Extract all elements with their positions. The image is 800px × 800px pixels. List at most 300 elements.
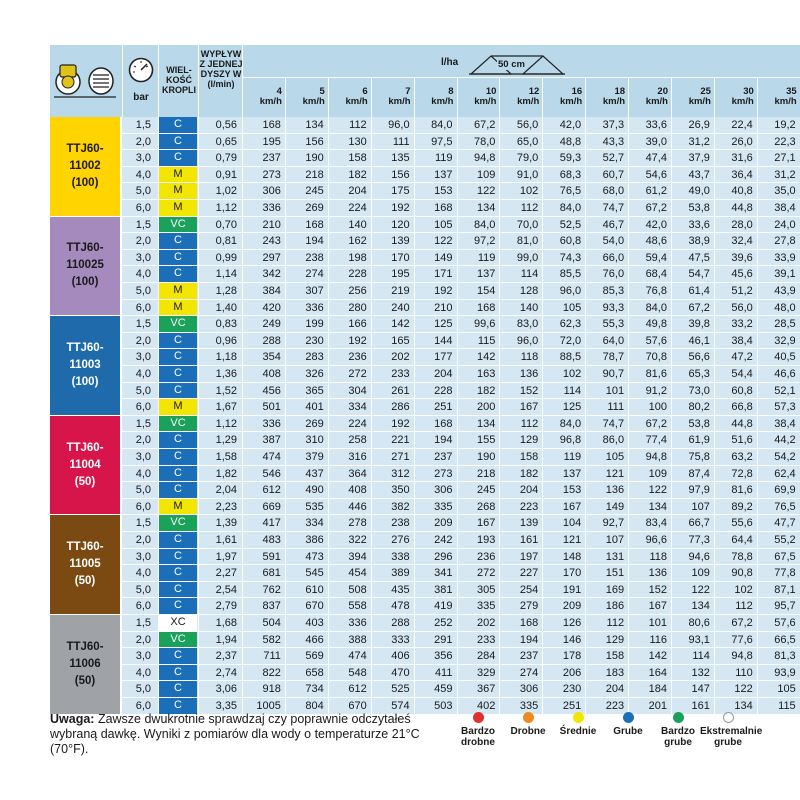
speed-value: 10 [485, 86, 497, 97]
rate-cell: 297 [262, 251, 281, 264]
rate-cell: 333 [391, 633, 410, 646]
rate-cell: 167 [519, 401, 539, 414]
rate-cell: 122 [734, 683, 753, 696]
rate-cell: 109 [477, 168, 496, 181]
table-row [122, 632, 800, 649]
table-row [122, 233, 800, 250]
rate-cell: 119 [477, 251, 496, 264]
rate-cell: 68,4 [645, 268, 667, 281]
rate-cell: 78,8 [731, 550, 753, 563]
rate-cell: 163 [477, 367, 496, 380]
droplet-dot-icon [573, 712, 584, 723]
rate-cell: 131 [605, 550, 625, 563]
nozzle-name-line: TTJ60- [66, 640, 104, 653]
droplet-category-badge: C [159, 449, 197, 465]
group-cells [122, 416, 800, 516]
rate-cell: 44,8 [731, 417, 753, 430]
table-row [122, 266, 800, 283]
rate-cell: 76,0 [602, 268, 625, 281]
rate-cell: 245 [477, 484, 496, 497]
rate-cell: 306 [434, 484, 453, 497]
nozzle-name-line: 11002 [69, 159, 101, 172]
rate-cell: 681 [262, 567, 281, 580]
rate-cell: 100 [648, 401, 667, 414]
pressure-cell: 4,0 [135, 666, 151, 679]
rate-cell: 112 [606, 617, 625, 629]
nozzle-name [50, 416, 120, 515]
rate-cell: 44,2 [774, 434, 796, 447]
table-row [122, 532, 800, 549]
speed-value: 25 [700, 86, 711, 97]
rate-cell: 129 [519, 434, 539, 447]
rate-cell: 56,0 [516, 119, 539, 131]
rate-cell: 54,7 [688, 268, 710, 281]
droplet-category-badge: C [159, 432, 197, 448]
rate-cell: 107 [605, 533, 625, 546]
nozzle-group [50, 217, 800, 317]
rate-cell: 459 [434, 683, 453, 696]
rate-cell: 48,6 [645, 235, 667, 248]
table-row [122, 150, 800, 167]
legend-item [600, 712, 656, 737]
rate-cell: 56,6 [688, 351, 710, 364]
speed-value: 30 [743, 86, 754, 97]
nozzle-name-line: 110025 [66, 259, 104, 272]
legend-label: Ekstremalnie [700, 726, 763, 737]
rate-cell: 194 [519, 633, 539, 646]
rate-cell: 33,9 [774, 251, 796, 264]
rate-cell: 382 [391, 500, 410, 513]
rate-cell: 118 [520, 351, 539, 364]
pressure-cell: 1,5 [135, 119, 151, 131]
rate-cell: 545 [305, 567, 324, 580]
rate-cell: 52,5 [559, 218, 582, 231]
rate-cell: 837 [262, 600, 281, 613]
speed-unit: km/h [560, 96, 583, 107]
rate-cell: 197 [519, 550, 539, 563]
flow-cell: 1,52 [215, 384, 237, 397]
rate-cell: 39,0 [645, 135, 667, 148]
rate-cell: 242 [434, 533, 453, 546]
rate-cell: 134 [477, 202, 496, 214]
rate-cell: 478 [391, 600, 410, 613]
rate-cell: 142 [477, 351, 496, 364]
flow-cell: 1,61 [215, 533, 237, 546]
rate-cell: 610 [305, 583, 324, 596]
table-header [50, 45, 800, 117]
rate-cell: 147 [691, 683, 710, 696]
rate-cell: 168 [434, 417, 453, 430]
rate-cell: 67,2 [688, 301, 710, 314]
rate-cell: 91,0 [516, 168, 539, 181]
rate-cell: 118 [649, 550, 667, 563]
rate-cell: 129 [605, 633, 625, 646]
table-row [122, 482, 800, 499]
rate-cell: 146 [562, 633, 582, 646]
rate-cell: 334 [348, 401, 367, 414]
rate-cell: 95,7 [774, 600, 796, 613]
rate-cell: 84,0 [559, 202, 582, 214]
flow-cell: 2,04 [215, 484, 237, 497]
rate-cell: 558 [348, 600, 367, 613]
nozzle-name-line: (100) [71, 176, 99, 189]
rate-cell: 44,8 [731, 202, 753, 214]
lha-label: l/ha [441, 57, 459, 68]
rate-cell: 312 [391, 467, 410, 480]
pressure-cell: 1,5 [135, 318, 151, 331]
legend-label: grube [664, 737, 692, 748]
rate-cell: 53,8 [688, 417, 710, 430]
rate-cell: 48,8 [559, 135, 582, 148]
rate-cell: 156 [391, 168, 410, 181]
speed-value: 16 [571, 86, 583, 97]
rate-cell: 59,4 [645, 251, 667, 264]
nozzle-name-line: 11006 [69, 657, 101, 670]
rate-cell: 166 [348, 318, 367, 331]
note-text: Zawsze dwukrotnie sprawdzaj czy poprawnie odczytałeś wybraną dawkę. Wyniki z pomiarów dla wody o temperaturze 21°C (70°F). [50, 712, 420, 756]
rate-cell: 47,2 [731, 351, 753, 364]
rate-cell: 105 [777, 683, 796, 696]
droplet-category-badge: VC [159, 316, 197, 332]
rate-cell: 350 [391, 484, 410, 497]
flow-cell: 0,96 [215, 334, 237, 347]
rate-cell: 137 [477, 268, 496, 281]
rate-cell: 38,9 [688, 235, 710, 248]
rate-cell: 97,2 [473, 235, 496, 248]
flow-cell: 1,02 [215, 185, 237, 198]
rate-cell: 273 [262, 168, 281, 181]
rate-cell: 238 [391, 517, 410, 530]
rate-cell: 204 [434, 367, 453, 380]
flow-label-line: DYSZY W [200, 69, 242, 79]
droplet-category-badge: C [159, 250, 197, 266]
rate-cell: 92,7 [602, 517, 625, 530]
group-cells [122, 117, 800, 217]
rate-cell: 57,6 [645, 334, 667, 347]
rate-cell: 75,8 [688, 450, 710, 463]
rate-cell: 336 [305, 301, 324, 314]
rate-cell: 122 [648, 484, 667, 497]
rate-cell: 47,7 [774, 517, 796, 530]
rate-cell: 36,4 [731, 168, 753, 181]
flow-label-line: WYPŁYW [200, 49, 242, 59]
speed-value: 18 [614, 86, 626, 97]
rate-cell: 109 [648, 467, 667, 480]
rate-cell: 89,2 [731, 500, 753, 513]
flow-cell: 1,28 [215, 284, 237, 297]
group-cells [122, 316, 800, 416]
rate-cell: 39,8 [688, 318, 710, 331]
rate-cell: 114 [692, 650, 710, 663]
rate-cell: 102 [519, 185, 539, 198]
rate-cell: 104 [562, 517, 582, 530]
table-row [122, 200, 800, 217]
nozzle-name [50, 515, 120, 614]
rate-cell: 69,9 [774, 484, 796, 497]
rate-cell: 121 [605, 467, 625, 480]
rate-cell: 84,0 [473, 218, 496, 231]
rate-cell: 52,7 [602, 152, 625, 165]
rate-cell: 122 [477, 185, 496, 198]
rate-cell: 574 [391, 700, 410, 712]
nozzle-name-line: TTJ60- [66, 142, 104, 155]
rate-cell: 403 [305, 617, 324, 629]
rate-cell: 91,2 [645, 384, 667, 397]
rate-cell: 335 [519, 700, 539, 712]
flow-cell: 1,29 [215, 434, 237, 447]
rate-cell: 134 [734, 700, 753, 712]
rate-cell: 238 [305, 251, 324, 264]
rate-cell: 508 [348, 583, 367, 596]
rate-cell: 65,0 [516, 135, 539, 148]
rate-cell: 401 [305, 401, 324, 414]
droplet-category-badge: C [159, 698, 197, 714]
rate-cell: 158 [605, 650, 625, 663]
rate-cell: 56,0 [731, 301, 753, 314]
rate-cell: 195 [391, 268, 410, 281]
rate-cell: 94,8 [473, 152, 496, 165]
rate-cell: 38,4 [774, 417, 796, 430]
pressure-cell: 5,0 [135, 583, 151, 596]
droplet-category-badge: C [159, 532, 197, 548]
speed-unit: km/h [774, 96, 797, 107]
speed-value: 4 [276, 86, 282, 97]
rate-cell: 381 [434, 583, 453, 596]
rate-cell: 67,5 [774, 550, 796, 563]
rate-cell: 221 [391, 434, 410, 447]
rate-cell: 140 [348, 218, 367, 231]
table-row [122, 665, 800, 682]
droplet-label-line: KOŚĆ [165, 75, 192, 85]
rate-cell: 711 [263, 650, 281, 663]
rate-cell: 194 [434, 434, 453, 447]
rate-cell: 206 [562, 666, 582, 679]
rate-cell: 152 [648, 583, 667, 596]
rate-cell: 101 [648, 617, 667, 629]
droplet-category-badge: C [159, 333, 197, 349]
rate-cell: 37,9 [688, 152, 710, 165]
rate-cell: 658 [305, 666, 324, 679]
footer-note [50, 712, 450, 757]
rate-cell: 136 [519, 367, 539, 380]
rate-cell: 258 [348, 434, 367, 447]
rate-cell: 62,3 [559, 318, 582, 331]
rate-cell: 200 [477, 401, 496, 414]
flow-cell: 0,91 [215, 168, 237, 181]
rate-cell: 190 [305, 152, 324, 165]
rate-cell: 168 [305, 218, 324, 231]
rate-cell: 80,2 [688, 401, 710, 414]
pressure-cell: 6,0 [135, 500, 151, 513]
rate-cell: 55,3 [602, 318, 625, 331]
table-row [122, 615, 800, 632]
pressure-cell: 2,0 [135, 235, 151, 248]
droplet-category-badge: C [159, 233, 197, 249]
rate-cell: 209 [434, 517, 453, 530]
rate-cell: 154 [477, 284, 496, 297]
rate-cell: 109 [691, 567, 710, 580]
droplet-category-badge: VC [159, 217, 197, 233]
rate-cell: 304 [348, 384, 367, 397]
rate-cell: 137 [434, 168, 453, 181]
rate-cell: 162 [348, 235, 367, 248]
rate-cell: 191 [562, 583, 582, 596]
rate-cell: 28,5 [774, 318, 796, 331]
rate-cell: 734 [305, 683, 324, 696]
table-row [122, 416, 800, 433]
rate-cell: 99,0 [516, 251, 539, 264]
rate-cell: 77,3 [688, 533, 710, 546]
rate-cell: 535 [305, 500, 324, 513]
rate-cell: 245 [305, 185, 324, 198]
rate-cell: 107 [691, 500, 710, 513]
rate-cell: 68,3 [559, 168, 582, 181]
speed-col-header [242, 78, 285, 117]
speed-col-header [714, 78, 757, 117]
rate-cell: 670 [305, 600, 324, 613]
rate-cell: 78,0 [473, 135, 496, 148]
nozzle-name-line: 11004 [69, 458, 101, 471]
rate-cell: 364 [348, 467, 367, 480]
nozzle-name-line: (50) [74, 674, 96, 687]
rate-cell: 336 [262, 417, 281, 430]
rate-cell: 153 [562, 484, 582, 497]
rate-cell: 193 [477, 533, 496, 546]
rate-cell: 137 [562, 467, 582, 480]
flow-cell: 1,68 [215, 617, 237, 629]
rate-cell: 329 [477, 666, 496, 679]
rate-cell: 670 [348, 700, 367, 712]
rate-cell: 35,0 [774, 185, 796, 198]
rate-cell: 152 [519, 384, 539, 397]
nozzle-name-line: 11003 [69, 358, 101, 371]
flow-label-line: Z JEDNEJ [199, 59, 243, 69]
rate-cell: 223 [605, 700, 625, 712]
rate-cell: 67,2 [645, 417, 667, 430]
table-row [122, 250, 800, 267]
rate-cell: 72,8 [731, 467, 753, 480]
flow-cell: 1,58 [215, 450, 237, 463]
rate-cell: 93,9 [774, 666, 796, 679]
rate-cell: 84,0 [431, 119, 453, 131]
rate-cell: 237 [434, 450, 453, 463]
rate-cell: 155 [477, 434, 496, 447]
table-row [122, 217, 800, 234]
rate-cell: 31,6 [731, 152, 753, 165]
speed-unit: km/h [602, 96, 626, 107]
rate-cell: 33,6 [688, 218, 710, 231]
legend-label: Bardzo [461, 726, 495, 737]
flow-cell: 1,36 [215, 367, 237, 380]
rate-cell: 43,9 [774, 284, 796, 297]
rate-cell: 19,2 [774, 119, 796, 131]
rate-cell: 204 [605, 683, 625, 696]
rate-cell: 296 [434, 550, 453, 563]
rate-cell: 168 [477, 301, 496, 314]
rate-cell: 164 [648, 666, 667, 679]
rate-cell: 148 [562, 550, 582, 563]
rate-cell: 288 [262, 334, 281, 347]
rate-cell: 170 [562, 567, 582, 580]
table-row [122, 466, 800, 483]
rate-cell: 139 [519, 517, 539, 530]
flow-cell: 1,97 [215, 550, 237, 563]
pressure-cell: 3,0 [135, 550, 151, 563]
table-row [122, 648, 800, 665]
droplet-col-header [158, 45, 198, 117]
pressure-cell: 1,5 [135, 417, 151, 430]
nozzle-group [50, 515, 800, 615]
rate-cell: 406 [391, 650, 410, 663]
flow-label-line: (l/min) [207, 79, 235, 89]
rate-cell: 72,0 [559, 334, 582, 347]
table-row [122, 383, 800, 400]
rate-cell: 167 [648, 600, 667, 613]
rate-cell: 278 [348, 517, 367, 530]
flow-cell: 2,27 [215, 567, 237, 580]
rate-cell: 591 [262, 550, 281, 563]
rate-cell: 474 [262, 450, 281, 463]
flow-cell: 2,74 [215, 666, 237, 679]
rate-cell: 49,8 [645, 318, 667, 331]
flow-cell: 1,12 [215, 417, 237, 430]
rate-cell: 503 [434, 700, 453, 712]
rate-cell: 38,4 [774, 202, 796, 214]
rate-cell: 128 [519, 284, 539, 297]
rate-cell: 90,8 [731, 567, 753, 580]
table-row [122, 582, 800, 599]
rate-cell: 120 [391, 218, 410, 231]
rate-cell: 192 [391, 417, 410, 430]
rate-cell: 218 [305, 168, 324, 181]
rate-cell: 240 [391, 301, 410, 314]
droplet-category-badge: M [159, 300, 197, 316]
rate-cell: 96,0 [559, 284, 582, 297]
rate-cell: 182 [348, 168, 367, 181]
rate-cell: 342 [262, 268, 281, 281]
rate-cell: 236 [477, 550, 496, 563]
table-row [122, 681, 800, 698]
rate-cell: 74,7 [602, 417, 625, 430]
rate-cell: 243 [262, 235, 281, 248]
pressure-cell: 3,0 [135, 251, 151, 264]
rate-cell: 149 [434, 251, 453, 264]
legend-item [450, 712, 506, 748]
droplet-category-badge: C [159, 266, 197, 282]
rate-cell: 130 [348, 135, 367, 148]
rate-cell: 199 [305, 318, 324, 331]
rate-cell: 271 [391, 450, 410, 463]
rate-cell: 269 [305, 417, 324, 430]
droplet-category-badge: M [159, 183, 197, 199]
rate-cell: 379 [305, 450, 324, 463]
rate-cell: 78,7 [602, 351, 625, 364]
rate-cell: 394 [348, 550, 367, 563]
rate-cell: 183 [605, 666, 625, 679]
rate-cell: 121 [562, 533, 582, 546]
pressure-cell: 6,0 [135, 700, 151, 712]
legend-label: Średnie [559, 726, 597, 737]
rate-cell: 365 [305, 384, 324, 397]
rate-cell: 612 [348, 683, 367, 696]
rate-cell: 40,8 [731, 185, 753, 198]
rate-cell: 338 [391, 550, 410, 563]
rate-cell: 490 [305, 484, 324, 497]
flow-cell: 0,70 [215, 218, 237, 231]
group-cells [122, 615, 800, 715]
flow-cell: 1,67 [215, 401, 237, 414]
droplet-category-badge: C [159, 665, 197, 681]
